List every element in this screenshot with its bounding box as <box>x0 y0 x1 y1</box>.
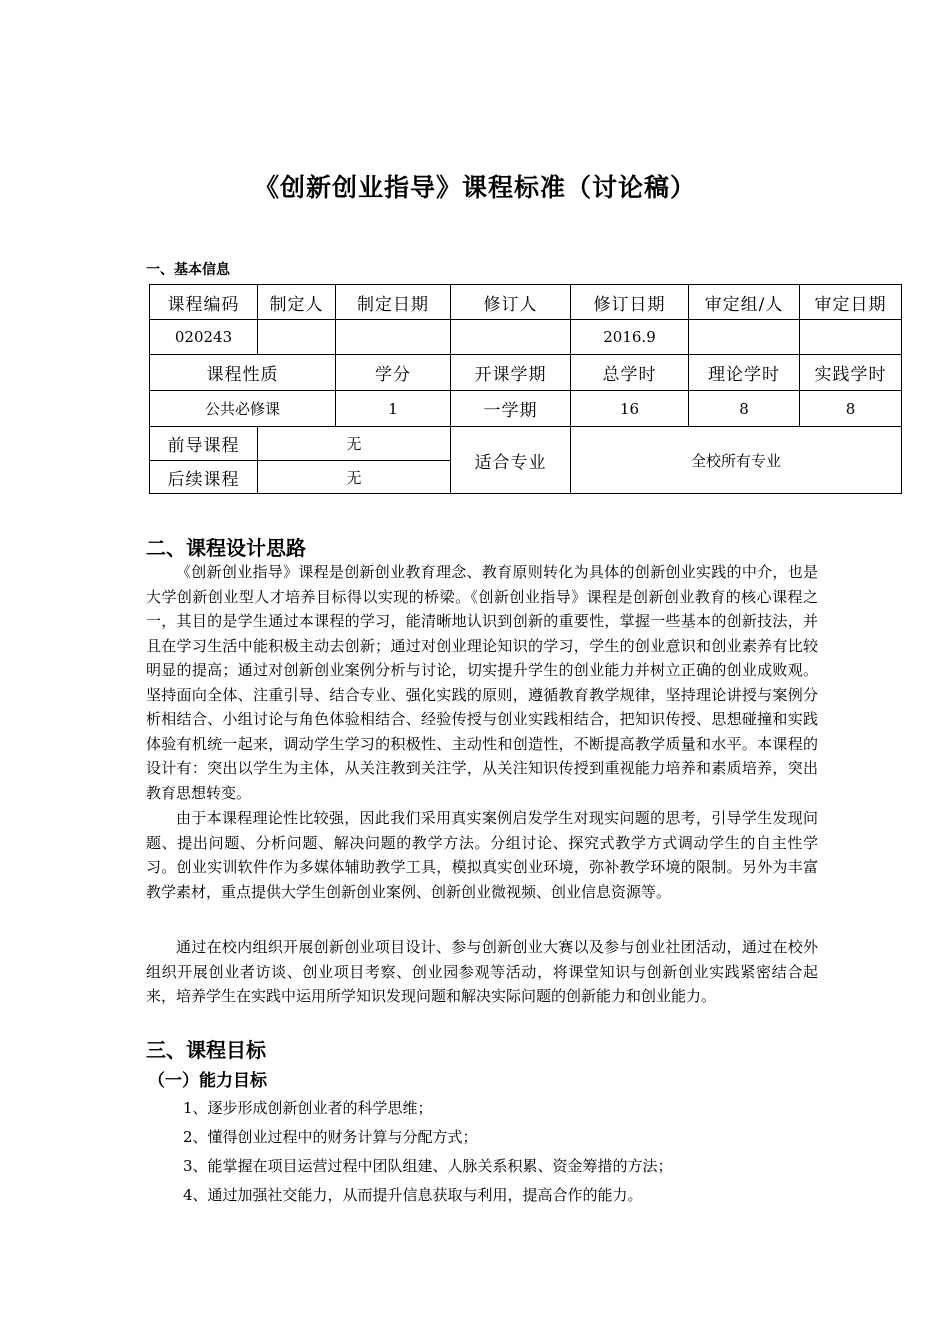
table-row <box>150 320 902 355</box>
header-cell: 审定日期 <box>800 285 902 320</box>
header-cell: 课程编码 <box>150 285 258 320</box>
section-design-heading: 二、课程设计思路 <box>146 536 306 560</box>
goal-item: 3、能掌握在项目运营过程中团队组建、人脉关系积累、资金筹措的方法； <box>183 1157 673 1175</box>
prerequisite-label: 前导课程 <box>150 427 258 461</box>
goal-item: 1、逐步形成创新创业者的科学思维； <box>183 1099 433 1117</box>
header-cell: 修订人 <box>451 285 571 320</box>
header-cell: 制定日期 <box>336 285 451 320</box>
header-cell: 开课学期 <box>451 355 571 391</box>
goal-item: 4、通过加强社交能力，从而提升信息获取与利用，提高合作的能力。 <box>183 1186 643 1204</box>
header-cell: 实践学时 <box>800 355 902 391</box>
goal-item: 2、懂得创业过程中的财务计算与分配方式； <box>183 1128 478 1146</box>
header-cell: 制定人 <box>258 285 336 320</box>
table-cell: 8 <box>800 391 902 427</box>
major-value: 全校所有专业 <box>571 427 902 494</box>
section-basic-info-heading: 一、基本信息 <box>146 262 230 278</box>
section-goals-heading: 三、课程目标 <box>146 1038 266 1062</box>
header-cell: 总学时 <box>571 355 689 391</box>
table-row <box>150 391 902 427</box>
major-label: 适合专业 <box>451 427 571 494</box>
design-paragraph-2: 由于本课程理论性比较强，因此我们采用真实案例启发学生对现实问题的思考，引导学生发现问题、提出问题、分析问题、解决问题的教学方法。分组讨论、探究式教学方式调动学生的自主性学习。创业实训软件作为多媒体辅助教学工具，模拟真实创业环境，弥补教学环境的限制。另外为丰富教学素材，重点提供大学生创新创业案例、创新创业微视频、创业信息资源等。 <box>146 809 818 901</box>
table-cell: 8 <box>689 391 800 427</box>
header-cell: 审定组/人 <box>689 285 800 320</box>
design-paragraph-1: 《创新创业指导》课程是创新创业教育理念、教育原则转化为具体的创新创业实践的中介，也是大学创新创业型人才培养目标得以实现的桥梁。《创新创业指导》课程是创新创业教育的核心课程之一，其目的是学生通过本课程的学习，能清晰地认识到创新的重要性，掌握一些基本的创新技法，并且在学习生活中能积极主动去创新；通过对创业理论知识的学习，学生的创业意识和创业素养有比较明显的提高；通过对创新创业案例分析与讨论，切实提升学生的创业能力并树立正确的创业成败观。坚持面向全体、注重引导、结合专业、强化实践的原则，遵循教育教学规律，坚持理论讲授与案例分析相结合、小组讨论与角色体验相结合、经验传授与创业实践相结合，把知识传授、思想碰撞和实践体验有机统一起来，调动学生学习的积极性、主动性和创造性，不断提高教学质量和水平。本课程的设计有：突出以学生为主体，从关注教到关注学，从关注知识传授到重视能力培养和素质培养，突出教育思想转变。 <box>146 563 818 802</box>
page-title: 《创新创业指导》课程标准（讨论稿） <box>253 173 696 202</box>
table-cell: 1 <box>336 391 451 427</box>
header-cell: 理论学时 <box>689 355 800 391</box>
followup-label: 后续课程 <box>150 461 258 494</box>
table-cell <box>800 320 902 355</box>
table-cell: 020243 <box>150 320 258 355</box>
prerequisite-value: 无 <box>258 427 451 461</box>
table-cell <box>336 320 451 355</box>
header-cell: 学分 <box>336 355 451 391</box>
header-cell: 修订日期 <box>571 285 689 320</box>
table-cell <box>451 320 571 355</box>
design-paragraph-3: 通过在校内组织开展创新创业项目设计、参与创新创业大赛以及参与创业社团活动，通过在校外组织开展创业者访谈、创业项目考察、创业园参观等活动，将课堂知识与创新创业实践紧密结合起来，培养学生在实践中运用所学知识发现问题和解决实际问题的创新能力和创业能力。 <box>146 938 818 1005</box>
followup-value: 无 <box>258 461 451 494</box>
table-cell: 2016.9 <box>571 320 689 355</box>
table-row <box>150 427 902 461</box>
table-cell <box>689 320 800 355</box>
table-cell: 公共必修课 <box>150 391 336 427</box>
header-cell: 课程性质 <box>150 355 336 391</box>
table-row <box>150 355 902 391</box>
table-cell: 一学期 <box>451 391 571 427</box>
table-row <box>150 285 902 320</box>
table-cell: 16 <box>571 391 689 427</box>
table-cell <box>258 320 336 355</box>
basic-info-table <box>149 284 902 494</box>
ability-goals-heading: （一）能力目标 <box>148 1071 267 1091</box>
